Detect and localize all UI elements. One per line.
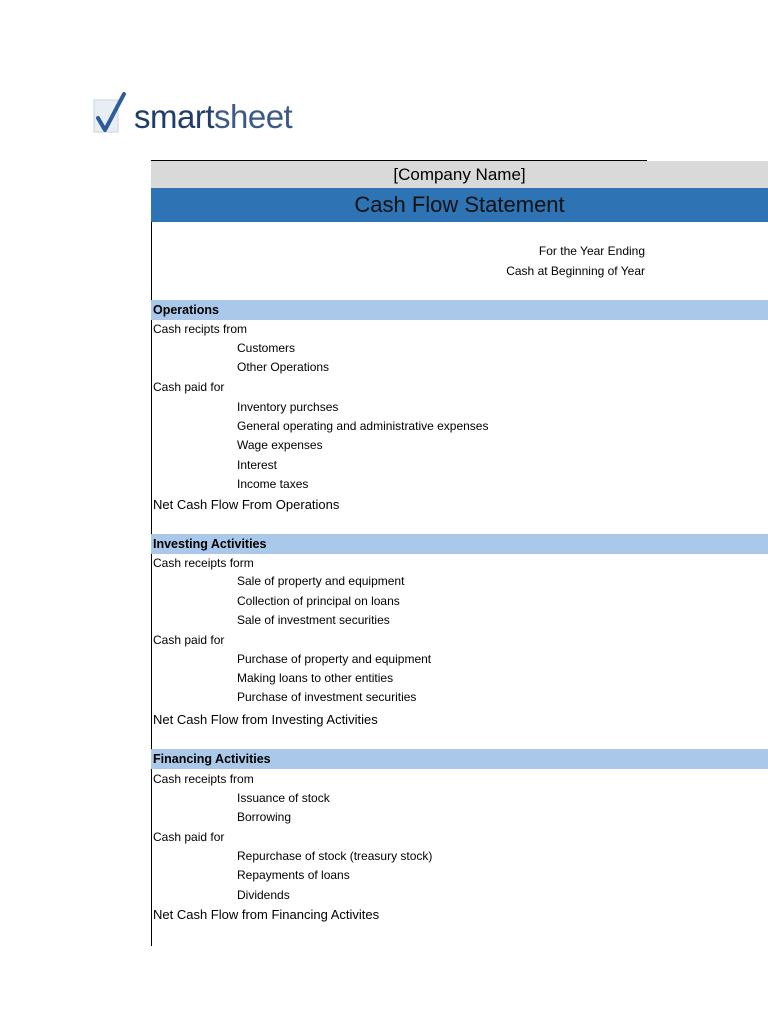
section-investing: Investing Activities bbox=[151, 534, 768, 554]
line-item: Collection of principal on loans bbox=[237, 594, 400, 608]
logo-word-smart: smart bbox=[134, 97, 214, 135]
line-item: Borrowing bbox=[237, 810, 292, 824]
financing-paid-label: Cash paid for bbox=[153, 830, 225, 844]
logo-word-sheet: sheet bbox=[214, 97, 293, 135]
line-item: Interest bbox=[237, 458, 278, 472]
line-item: Purchase of investment securities bbox=[237, 690, 417, 704]
net-financing-label: Net Cash Flow from Financing Activites bbox=[153, 907, 380, 922]
line-item: Purchase of property and equipment bbox=[237, 652, 432, 666]
operations-receipts-label: Cash recipts from bbox=[153, 322, 248, 336]
line-item: Other Operations bbox=[237, 360, 330, 374]
line-item: Customers bbox=[237, 341, 296, 355]
page-title: Cash Flow Statement bbox=[151, 188, 768, 222]
section-financing: Financing Activities bbox=[151, 749, 768, 769]
line-item: Dividends bbox=[237, 888, 290, 902]
line-item: Issuance of stock bbox=[237, 791, 330, 805]
year-ending-label: For the Year Ending bbox=[538, 244, 645, 258]
cash-beginning-label: Cash at Beginning of Year bbox=[506, 264, 645, 278]
checkmark-icon bbox=[92, 92, 130, 140]
operations-paid-label: Cash paid for bbox=[153, 380, 225, 394]
line-item: Sale of property and equipment bbox=[237, 574, 405, 588]
line-item: Inventory purchses bbox=[237, 400, 339, 414]
smartsheet-logo bbox=[92, 88, 292, 144]
section-operations: Operations bbox=[151, 300, 768, 320]
line-item: Sale of investment securities bbox=[237, 613, 390, 627]
financing-receipts-label: Cash receipts from bbox=[153, 772, 254, 786]
net-operations-label: Net Cash Flow From Operations bbox=[153, 497, 340, 512]
line-item: Repayments of loans bbox=[237, 868, 350, 882]
line-item: Making loans to other entities bbox=[237, 671, 394, 685]
logo-wordmark bbox=[134, 97, 293, 135]
company-name: [Company Name] bbox=[151, 161, 768, 188]
net-investing-label: Net Cash Flow from Investing Activities bbox=[153, 712, 378, 727]
line-item: Repurchase of stock (treasury stock) bbox=[237, 849, 433, 863]
line-item: Wage expenses bbox=[237, 438, 323, 452]
line-item: General operating and administrative expenses bbox=[237, 419, 489, 433]
line-item: Income taxes bbox=[237, 477, 309, 491]
cash-flow-sheet bbox=[151, 160, 768, 946]
investing-receipts-label: Cash receipts form bbox=[153, 556, 254, 570]
investing-paid-label: Cash paid for bbox=[153, 633, 225, 647]
